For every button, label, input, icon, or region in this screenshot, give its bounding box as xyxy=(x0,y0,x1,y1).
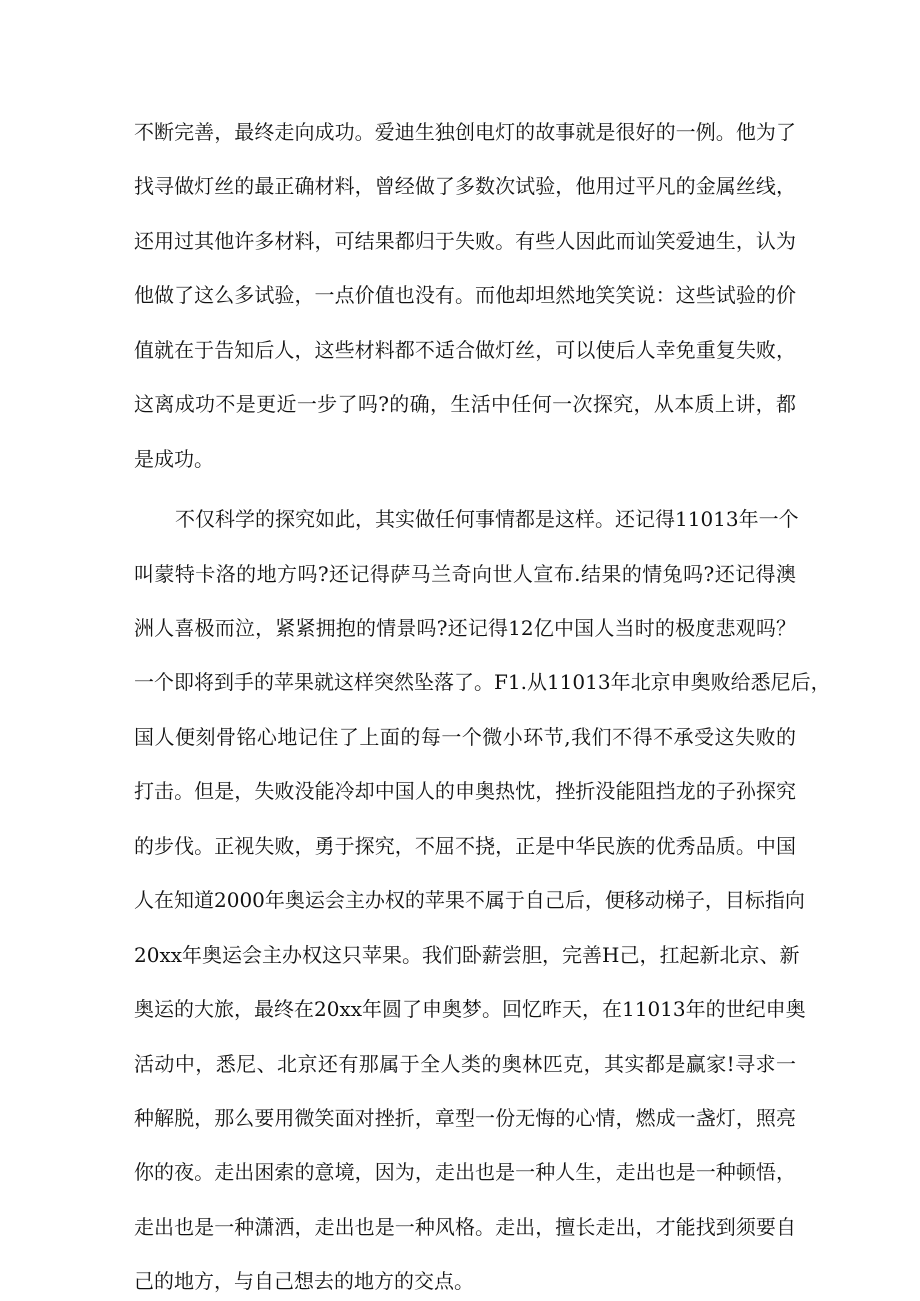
text-line: 值就在于告知后人，这些材料都不适合做灯丝，可以使后人幸免重复失败， xyxy=(134,338,796,362)
text-line: 你的夜。走出困索的意境，因为，走出也是一种人生，走出也是一种顿悟， xyxy=(134,1160,796,1184)
text-line: 奥运的大旅，最终在20xx年圆了申奥梦。回忆昨天，在11013年的世纪申奥 xyxy=(134,997,806,1021)
text-line: 还用过其他许多材料，可结果都归于失败。有些人因此而讪笑爱迪生，认为 xyxy=(134,229,796,253)
text-line: 国人便刻骨铭心地记住了上面的每一个微小环节,我们不得不承受这失败的 xyxy=(134,725,796,749)
text-line: 走出也是一种潇洒，走出也是一种风格。走出，擅长走出，才能找到须要自 xyxy=(134,1215,796,1239)
text-line: 打击。但是，失败没能冷却中国人的申奥热忱，挫折没能阻挡龙的子孙探究 xyxy=(134,779,796,803)
text-line: 洲人喜极而泣，紧紧拥抱的情景吗?还记得12亿中国人当时的极度悲观吗？ xyxy=(134,616,796,640)
text-line: 活动中，悉尼、北京还有那属于全人类的奥林匹克，其实都是赢家!寻求一 xyxy=(134,1052,796,1076)
text-line: 叫蒙特卡洛的地方吗?还记得萨马兰奇向世人宣布.结果的情兔吗?还记得澳 xyxy=(134,562,796,586)
text-line: 种解脱，那么要用微笑面对挫折，章型一份无悔的心情，燃成一盏灯，照亮 xyxy=(134,1106,796,1130)
text-line: 找寻做灯丝的最正确材料，曾经做了多数次试验，他用过平凡的金属丝线， xyxy=(134,174,796,198)
text-line: 一个即将到手的苹果就这样突然坠落了。F1.从11013年北京申奥败给悉尼后， xyxy=(134,670,831,694)
text-line: 己的地方，与自己想去的地方的交点。 xyxy=(134,1269,474,1293)
text-line: 不断完善，最终走向成功。爱迪生独创电灯的故事就是很好的一例。他为了 xyxy=(134,120,796,144)
text-line: 人在知道2000年奥运会主办权的苹果不属于自己后，便移动梯子，目标指向 xyxy=(134,888,805,912)
text-line: 20xx年奥运会主办权这只苹果。我们卧薪尝胆，完善H己，扛起新北京、新 xyxy=(134,943,800,967)
text-line: 这离成功不是更近一步了吗?的确，生活中任何一次探究，从本质上讲，都 xyxy=(134,392,796,416)
text-line: 他做了这么多试验，一点价值也没有。而他却坦然地笑笑说：这些试验的价 xyxy=(134,283,796,307)
text-line: 不仅科学的探究如此，其实做任何事情都是这样。还记得11013年一个 xyxy=(175,507,799,531)
text-line: 的步伐。正视失败，勇于探究，不屈不挠，正是中华民族的优秀品质。中国 xyxy=(134,834,796,858)
text-line: 是成功。 xyxy=(134,447,214,471)
